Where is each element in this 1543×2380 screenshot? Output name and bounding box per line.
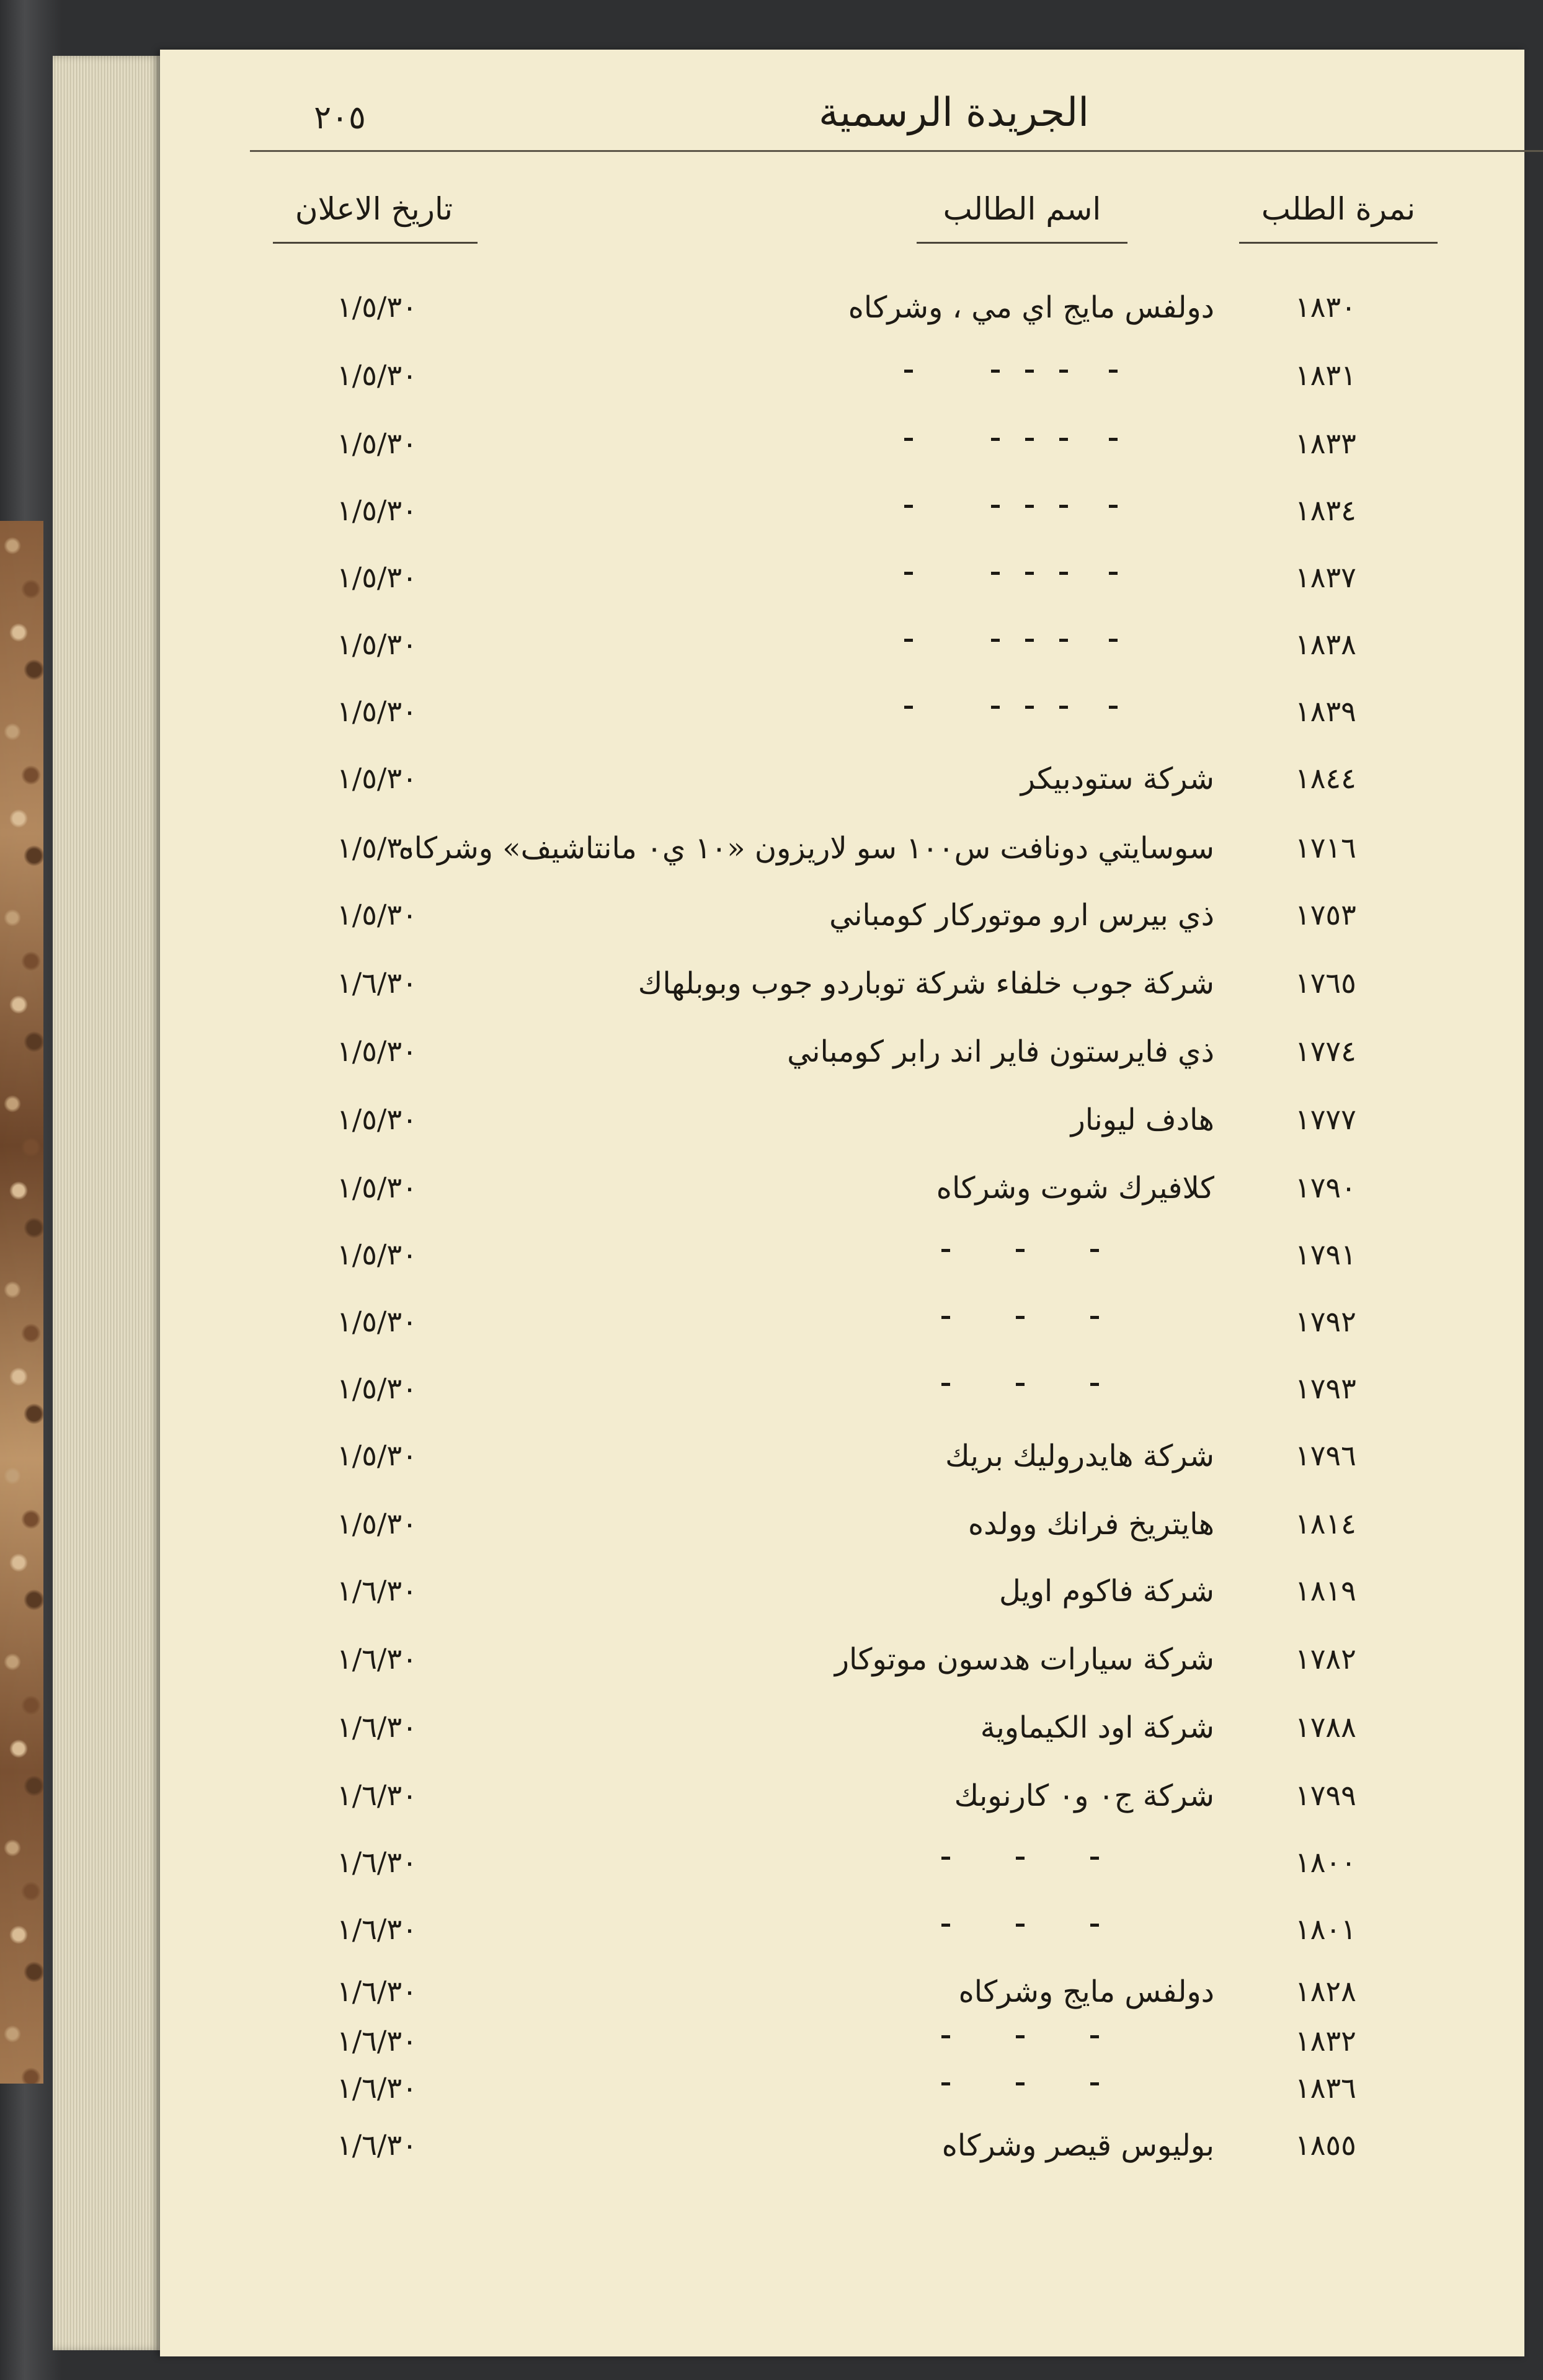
table-row xyxy=(160,2123,1524,2185)
ditto-mark xyxy=(991,438,1000,441)
ditto-marks xyxy=(892,572,1214,590)
application-number: ١٨٣١ xyxy=(1295,358,1356,392)
application-number: ١٨٣٩ xyxy=(1295,695,1356,728)
gazette-title: الجريدة الرسمية xyxy=(818,90,1090,136)
application-number: ١٨٤٤ xyxy=(1295,762,1356,795)
ditto-mark xyxy=(1016,2082,1025,2085)
ditto-mark xyxy=(1025,639,1034,642)
ditto-mark xyxy=(1016,2035,1025,2038)
announcement-date: ١/٥/٣٠ xyxy=(337,1305,417,1338)
ditto-mark xyxy=(1109,639,1118,642)
ditto-mark xyxy=(1016,1857,1025,1860)
table-row xyxy=(160,757,1524,819)
marbled-edge xyxy=(0,521,43,2084)
announcement-date: ١/٦/٣٠ xyxy=(337,1974,417,2008)
table-row xyxy=(160,1637,1524,1699)
table-row xyxy=(160,489,1524,551)
column-rule-number xyxy=(1239,242,1438,244)
table-row xyxy=(160,690,1524,752)
ditto-mark xyxy=(991,706,1000,709)
ditto-mark xyxy=(1090,2082,1099,2085)
application-number: ١٧٩٢ xyxy=(1295,1305,1356,1338)
applicant-name: شركة سيارات هدسون موتوكار xyxy=(834,1642,1214,1677)
application-number: ١٨٠٠ xyxy=(1295,1845,1356,1879)
announcement-date: ١/٦/٣٠ xyxy=(337,1845,417,1879)
announcement-date: ١/٦/٣٠ xyxy=(337,1778,417,1812)
ditto-marks xyxy=(892,438,1214,456)
table-row xyxy=(160,1774,1524,1836)
announcement-date: ١/٦/٣٠ xyxy=(337,1912,417,1946)
announcement-date: ١/٦/٣٠ xyxy=(337,1642,417,1676)
ditto-mark xyxy=(1059,505,1068,508)
table-row xyxy=(160,961,1524,1023)
announcement-date: ١/٥/٣٠ xyxy=(337,628,417,661)
announcement-date: ١/٥/٣٠ xyxy=(337,1171,417,1204)
ditto-mark xyxy=(904,438,913,441)
ditto-mark xyxy=(1090,1316,1099,1319)
ditto-mark xyxy=(904,639,913,642)
application-number: ١٨٢٨ xyxy=(1295,1974,1356,2008)
application-number: ١٧٩٦ xyxy=(1295,1439,1356,1472)
ditto-mark xyxy=(1025,706,1034,709)
page-number: ٢٠٥ xyxy=(314,99,366,136)
ditto-mark xyxy=(1109,572,1118,575)
table-row xyxy=(160,353,1524,415)
ditto-mark xyxy=(1090,1383,1099,1386)
ditto-mark xyxy=(1090,1249,1099,1252)
table-row xyxy=(160,623,1524,685)
application-number: ١٧١٦ xyxy=(1295,831,1356,864)
ditto-marks xyxy=(892,2082,1214,2101)
applicant-name: شركة ج٠ و٠ كارنوبك xyxy=(954,1778,1214,1813)
ditto-mark xyxy=(941,1924,950,1927)
ditto-mark xyxy=(1016,1383,1025,1386)
table-row xyxy=(160,1233,1524,1295)
ditto-mark xyxy=(941,1249,950,1252)
table-row xyxy=(160,1300,1524,1362)
table-row xyxy=(160,1166,1524,1228)
application-number: ١٨٣٣ xyxy=(1295,427,1356,460)
announcement-date: ١/٦/٣٠ xyxy=(337,1574,417,1607)
application-number: ١٨١٤ xyxy=(1295,1507,1356,1540)
table-row xyxy=(160,1705,1524,1767)
ditto-marks xyxy=(892,370,1214,388)
ditto-mark xyxy=(1059,370,1068,373)
announcement-date: ١/٦/٣٠ xyxy=(337,2071,417,2105)
ditto-mark xyxy=(1059,639,1068,642)
application-number: ١٧٨٨ xyxy=(1295,1710,1356,1744)
announcement-date: ١/٥/٣٠ xyxy=(337,695,417,728)
announcement-date: ١/٥/٣٠ xyxy=(337,831,417,864)
table-row xyxy=(160,1907,1524,1969)
table-row xyxy=(160,556,1524,618)
column-header-date: تاريخ الاعلان xyxy=(295,191,453,227)
ditto-mark xyxy=(1109,370,1118,373)
table-row xyxy=(160,2066,1524,2128)
applicant-name: بوليوس قيصر وشركاه xyxy=(941,2128,1214,2163)
announcement-date: ١/٥/٣٠ xyxy=(337,1034,417,1068)
ditto-mark xyxy=(1090,1857,1099,1860)
applicant-name: شركة هايدروليك بريك xyxy=(945,1439,1214,1473)
table-row xyxy=(160,1502,1524,1564)
ditto-marks xyxy=(892,1383,1214,1401)
applicant-name: شركة جوب خلفاء شركة توباردو جوب وبوبلهاك xyxy=(638,966,1214,1001)
ditto-mark xyxy=(1059,438,1068,441)
header-rule xyxy=(250,150,1543,152)
applicant-name: كلافيرك شوت وشركاه xyxy=(936,1171,1214,1206)
ditto-mark xyxy=(1016,1316,1025,1319)
ditto-mark xyxy=(941,1857,950,1860)
announcement-date: ١/٦/٣٠ xyxy=(337,2128,417,2162)
applicant-name: دولفس مايج وشركاه xyxy=(958,1974,1214,2009)
application-number: ١٧٥٣ xyxy=(1295,898,1356,931)
ditto-marks xyxy=(892,2035,1214,2054)
announcement-date: ١/٥/٣٠ xyxy=(337,1507,417,1540)
column-rule-date xyxy=(273,242,478,244)
application-number: ١٨٣٦ xyxy=(1295,2071,1356,2105)
application-number: ١٧٩٩ xyxy=(1295,1778,1356,1812)
application-number: ١٧٧٧ xyxy=(1295,1103,1356,1136)
announcement-date: ١/٥/٣٠ xyxy=(337,1238,417,1271)
application-number: ١٧٩١ xyxy=(1295,1238,1356,1271)
applicant-name: هايتريخ فرانك وولده xyxy=(967,1507,1214,1542)
ditto-marks xyxy=(892,1924,1214,1942)
ditto-mark xyxy=(991,639,1000,642)
table-row xyxy=(160,422,1524,484)
ditto-mark xyxy=(941,1383,950,1386)
table-row xyxy=(160,1569,1524,1631)
announcement-date: ١/٥/٣٠ xyxy=(337,290,417,324)
applicant-name: ذي فايرستون فاير اند رابر كومباني xyxy=(787,1034,1214,1069)
applicant-name: شركة فاكوم اويل xyxy=(999,1574,1214,1609)
applicant-name: ذي بيرس ارو موتوركار كومباني xyxy=(829,898,1214,933)
ditto-marks xyxy=(892,706,1214,724)
application-number: ١٨٣٢ xyxy=(1295,2024,1356,2058)
table-row xyxy=(160,285,1524,347)
application-number: ١٧٦٥ xyxy=(1295,966,1356,1000)
ditto-marks xyxy=(892,505,1214,523)
ditto-mark xyxy=(1025,370,1034,373)
ditto-mark xyxy=(1109,505,1118,508)
ditto-mark xyxy=(1025,438,1034,441)
ditto-marks xyxy=(892,639,1214,657)
application-number: ١٨٥٥ xyxy=(1295,2128,1356,2162)
table-row xyxy=(160,1434,1524,1496)
announcement-date: ١/٥/٣٠ xyxy=(337,898,417,931)
application-number: ١٨١٩ xyxy=(1295,1574,1356,1607)
applicant-name: سوسايتي دونافت س١٠٠ سو لاريزون «١٠ ي٠ مانتاشيف» وشركاه xyxy=(398,831,1214,866)
ditto-mark xyxy=(941,1316,950,1319)
ditto-marks xyxy=(892,1249,1214,1268)
announcement-date: ١/٦/٣٠ xyxy=(337,966,417,1000)
column-header-number: نمرة الطلب xyxy=(1261,191,1416,227)
application-number: ١٨٣٠ xyxy=(1295,290,1356,324)
ditto-mark xyxy=(1109,438,1118,441)
ditto-mark xyxy=(1059,572,1068,575)
application-number: ١٧٧٤ xyxy=(1295,1034,1356,1068)
table-row xyxy=(160,1841,1524,1903)
ditto-mark xyxy=(1090,2035,1099,2038)
ditto-mark xyxy=(1025,572,1034,575)
announcement-date: ١/٦/٣٠ xyxy=(337,1710,417,1744)
ditto-mark xyxy=(991,505,1000,508)
applicant-name: شركة ستودبيكر xyxy=(1020,762,1214,796)
table-row xyxy=(160,893,1524,955)
announcement-date: ١/٥/٣٠ xyxy=(337,1103,417,1136)
ditto-marks xyxy=(892,1316,1214,1334)
announcement-date: ١/٥/٣٠ xyxy=(337,494,417,527)
applicant-name: دولفس مايج اي مي ، وشركاه xyxy=(848,290,1214,325)
announcement-date: ١/٥/٣٠ xyxy=(337,762,417,795)
ditto-mark xyxy=(904,370,913,373)
ditto-mark xyxy=(904,505,913,508)
applicant-name: هادف ليونار xyxy=(1070,1103,1214,1137)
ditto-mark xyxy=(1059,706,1068,709)
announcement-date: ١/٥/٣٠ xyxy=(337,561,417,594)
column-header-name: اسم الطالب xyxy=(943,191,1101,227)
application-number: ١٨٣٤ xyxy=(1295,494,1356,527)
page-edges xyxy=(53,56,161,2350)
table-row xyxy=(160,1367,1524,1429)
ditto-mark xyxy=(904,706,913,709)
application-number: ١٨٣٧ xyxy=(1295,561,1356,594)
application-number: ١٧٩٣ xyxy=(1295,1372,1356,1405)
application-number: ١٨٣٨ xyxy=(1295,628,1356,661)
announcement-date: ١/٥/٣٠ xyxy=(337,427,417,460)
table-row xyxy=(160,1098,1524,1160)
application-number: ١٧٩٠ xyxy=(1295,1171,1356,1204)
applicant-name: شركة اود الكيماوية xyxy=(980,1710,1214,1745)
table-row xyxy=(160,826,1524,888)
ditto-mark xyxy=(1016,1924,1025,1927)
ditto-mark xyxy=(904,572,913,575)
ditto-mark xyxy=(1090,1924,1099,1927)
gazette-page xyxy=(160,50,1524,2356)
ditto-mark xyxy=(941,2082,950,2085)
ditto-marks xyxy=(892,1857,1214,1875)
announcement-date: ١/٥/٣٠ xyxy=(337,358,417,392)
announcement-date: ١/٥/٣٠ xyxy=(337,1439,417,1472)
ditto-mark xyxy=(1016,1249,1025,1252)
application-number: ١٧٨٢ xyxy=(1295,1642,1356,1676)
announcement-date: ١/٦/٣٠ xyxy=(337,2024,417,2058)
application-number: ١٨٠١ xyxy=(1295,1912,1356,1946)
ditto-mark xyxy=(1109,706,1118,709)
table-row xyxy=(160,1029,1524,1091)
ditto-mark xyxy=(991,572,1000,575)
column-rule-name xyxy=(917,242,1127,244)
ditto-mark xyxy=(1025,505,1034,508)
ditto-mark xyxy=(991,370,1000,373)
announcement-date: ١/٥/٣٠ xyxy=(337,1372,417,1405)
ditto-mark xyxy=(941,2035,950,2038)
